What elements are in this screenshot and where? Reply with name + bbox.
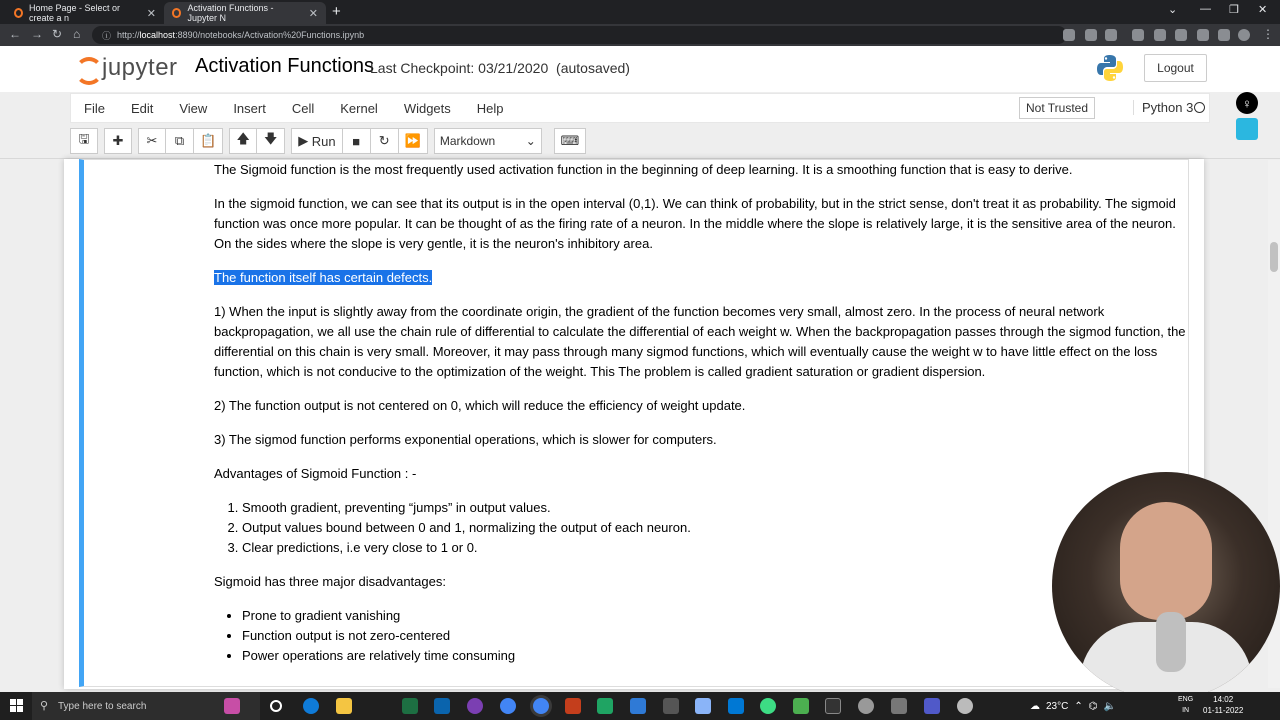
- extension-icon[interactable]: [1154, 29, 1166, 41]
- run-button[interactable]: ▶ Run: [291, 128, 342, 154]
- menu-help[interactable]: Help: [476, 100, 504, 116]
- cut-icon[interactable]: ✂: [138, 128, 166, 154]
- zoom-icon[interactable]: [1063, 29, 1075, 41]
- extension-icon[interactable]: [1132, 29, 1144, 41]
- microphone: [1156, 612, 1186, 672]
- browser-tab-home[interactable]: [6, 2, 164, 24]
- python-logo-icon: [1096, 54, 1124, 82]
- volume-icon[interactable]: 🔈: [1103, 700, 1116, 712]
- jupyter-logo[interactable]: jupyter: [74, 54, 178, 82]
- bookmark-star-icon[interactable]: [1105, 29, 1117, 41]
- share-icon[interactable]: [1085, 29, 1097, 41]
- mail-icon[interactable]: [434, 698, 450, 714]
- language-indicator[interactable]: ENG IN: [1178, 696, 1194, 714]
- app-icon[interactable]: [663, 698, 679, 714]
- paragraph-selected: [214, 268, 1189, 288]
- logout-button[interactable]: Logout: [1144, 54, 1207, 82]
- menu-edit[interactable]: Edit: [130, 100, 154, 116]
- app-icon[interactable]: [891, 698, 907, 714]
- temperature[interactable]: 23°C: [1046, 700, 1069, 712]
- scrollbar-thumb[interactable]: [1270, 242, 1278, 272]
- settings-icon[interactable]: [957, 698, 973, 714]
- url-text: http://localhost:8890/notebooks/Activation%20Functions.ipynb: [117, 30, 365, 40]
- weather-cloud-icon[interactable]: ☁: [1030, 700, 1040, 712]
- browser-tab-activation[interactable]: [164, 2, 326, 24]
- fast-forward-icon[interactable]: ⏩: [399, 128, 428, 154]
- paste-icon[interactable]: 📋: [194, 128, 223, 154]
- markdown-cell[interactable]: [79, 159, 1189, 687]
- taskbar-app-icon[interactable]: [224, 698, 240, 714]
- list-item: 3. Clear predictions, i.e very close to 1 or 0.: [242, 538, 1189, 558]
- network-icon[interactable]: ⌬: [1088, 700, 1098, 712]
- cell-rendered-markdown: [214, 160, 1189, 666]
- minimize-icon[interactable]: —: [1200, 3, 1211, 15]
- list-item: • Prone to gradient vanishing: [242, 606, 1189, 626]
- system-tray: [1030, 692, 1116, 720]
- app-icon[interactable]: [695, 698, 711, 714]
- list-item: • Function output is not zero-centered: [242, 626, 1189, 646]
- home-icon[interactable]: ⌂: [73, 27, 81, 41]
- tab-title: Home Page - Select or create a n: [29, 3, 121, 23]
- list-item: 2. Output values bound between 0 and 1, normalizing the output of each neuron.: [242, 518, 1189, 538]
- app-icon[interactable]: [793, 698, 809, 714]
- profile-avatar[interactable]: [1238, 29, 1250, 41]
- back-icon[interactable]: ←: [9, 27, 21, 41]
- lightbulb-icon[interactable]: ♀: [1236, 92, 1258, 114]
- notebook-page: [64, 159, 1204, 689]
- zoom-app-icon[interactable]: [630, 698, 646, 714]
- move-down-icon[interactable]: 🡇: [257, 128, 285, 154]
- kernel-name: Python 3: [1133, 100, 1193, 115]
- jupyter-favicon-icon: [14, 8, 23, 18]
- restart-icon[interactable]: ↻: [371, 128, 399, 154]
- presenter-face: [1120, 502, 1212, 620]
- advantages-heading: Advantages of Sigmoid Function : -: [214, 466, 417, 481]
- extensions-puzzle-icon[interactable]: [1175, 29, 1187, 41]
- windows-taskbar: [0, 692, 1280, 720]
- insert-cell-icon[interactable]: ✚: [104, 128, 132, 154]
- paragraph: 1) When the input is slightly away from the coordinate origin, the gradient of the function becomes very small, almost zero. In the process of neural network backpropagation, we all use the chain rule of differential to calculate the differential of each weight w. When the backpropagation passes through the sigmod function, the differential on this chain is very small. Moreover, it may pass through many sigmod functions, which will eventually cause the weight w to have little effect on the loss function, which is not conducive to the optimization of the weight. This The problem is called gradient saturation or gradient dispersion.: [214, 304, 1186, 379]
- app-icon[interactable]: [858, 698, 874, 714]
- browser-toolbar: [0, 24, 1280, 46]
- chevron-down-icon: ⌄: [525, 134, 536, 148]
- file-explorer-icon[interactable]: [336, 698, 352, 714]
- menu-insert[interactable]: Insert: [233, 100, 266, 116]
- downloads-icon[interactable]: [1197, 29, 1209, 41]
- taskbar-search-input[interactable]: ⚲ Type here to search: [32, 692, 260, 720]
- chrome-active-icon[interactable]: [533, 698, 549, 714]
- excel-icon[interactable]: [402, 698, 418, 714]
- cortana-icon[interactable]: [270, 700, 282, 712]
- list-item: • Power operations are relatively time consuming: [242, 646, 1189, 666]
- browser-tab-bar: [0, 0, 1280, 24]
- menubar: [70, 93, 1210, 123]
- selected-text: The function itself has certain defects.: [214, 270, 433, 285]
- paragraph: 2) The function output is not centered on 0, which will reduce the efficiency of weight update.: [214, 398, 746, 413]
- disadvantages-heading: Sigmoid has three major disadvantages:: [214, 574, 446, 589]
- app-icon[interactable]: [760, 698, 776, 714]
- notebook-title[interactable]: Activation Functions: [195, 55, 374, 77]
- close-tab-icon[interactable]: ✕: [146, 7, 156, 20]
- list-item: 1. Smooth gradient, preventing “jumps” in output values.: [242, 498, 1189, 518]
- menu-file[interactable]: File: [84, 100, 105, 116]
- menu-view[interactable]: View: [179, 100, 208, 116]
- jupyter-favicon-icon: [172, 8, 181, 18]
- jupyter-header: [0, 46, 1280, 92]
- copy-icon[interactable]: ⧉: [166, 128, 194, 154]
- notebook-toolbar: [70, 127, 1210, 155]
- app-icon[interactable]: [467, 698, 483, 714]
- maximize-icon[interactable]: ❐: [1229, 4, 1239, 16]
- keyboard-icon[interactable]: ⌨: [554, 128, 586, 154]
- clock[interactable]: 14:02 01-11-2022: [1203, 695, 1244, 715]
- trust-button[interactable]: Not Trusted: [1019, 97, 1095, 119]
- menu-cell[interactable]: Cell: [291, 100, 315, 116]
- sidebar-icon[interactable]: [1218, 29, 1230, 41]
- kernel-status-icon: [1194, 102, 1205, 113]
- paragraph: The Sigmoid function is the most frequently used activation function in the beginning of deep learning. It is a smoothing function that is easy to derive.: [214, 162, 1073, 177]
- close-tab-icon[interactable]: ✕: [308, 7, 318, 20]
- chevron-up-icon[interactable]: ⌃: [1074, 700, 1083, 712]
- address-bar[interactable]: [92, 26, 1067, 44]
- terminal-icon[interactable]: [825, 698, 841, 714]
- paragraph: In the sigmoid function, we can see that its output is in the open interval (0,1). We can think of probability, but in the strict sense, don't treat it as probability. The sigmoid function was once more popular. It can be thought of as the firing rate of a neuron. In the middle where the slope is relatively large, it is the sensitive area of the neuron. On the sides where the slope is very gentle, it is the neuron's inhibitory area.: [214, 196, 1176, 251]
- disadvantages-list: [214, 606, 1189, 666]
- more-menu-icon[interactable]: ⋮: [1262, 27, 1274, 41]
- save-icon[interactable]: 🖫: [70, 128, 98, 154]
- edge-icon[interactable]: [303, 698, 319, 714]
- teams-icon[interactable]: [924, 698, 940, 714]
- tab-search-icon[interactable]: ⌄: [1168, 4, 1178, 16]
- app-icon[interactable]: [597, 698, 613, 714]
- checkpoint-status: Last Checkpoint: 03/21/2020 (autosaved): [370, 60, 630, 76]
- play-icon: ▶: [298, 133, 312, 148]
- jupyter-logo-icon: [74, 54, 96, 82]
- reload-icon[interactable]: ↻: [52, 27, 63, 41]
- vscode-icon[interactable]: [728, 698, 744, 714]
- new-tab-icon[interactable]: +: [332, 3, 341, 20]
- extension-panel-icon[interactable]: [1236, 118, 1258, 140]
- info-icon: ⓘ: [102, 30, 112, 41]
- windows-start-icon[interactable]: [10, 699, 24, 713]
- chrome-icon[interactable]: [500, 698, 516, 714]
- close-window-icon[interactable]: ✕: [1258, 4, 1268, 16]
- advantages-list: [214, 498, 1189, 558]
- forward-icon[interactable]: →: [31, 27, 43, 41]
- tab-title: Activation Functions - Jupyter N: [187, 3, 274, 23]
- menu-kernel[interactable]: Kernel: [340, 100, 378, 116]
- search-icon: ⚲: [40, 700, 49, 712]
- powerpoint-icon[interactable]: [565, 698, 581, 714]
- cell-type-select[interactable]: Markdown ⌄: [434, 128, 542, 154]
- menu-widgets[interactable]: Widgets: [403, 100, 451, 116]
- move-up-icon[interactable]: 🡅: [229, 128, 257, 154]
- paragraph: 3) The sigmod function performs exponential operations, which is slower for computers.: [214, 432, 717, 447]
- webcam-overlay: [1052, 472, 1280, 700]
- interrupt-icon[interactable]: ■: [343, 128, 371, 154]
